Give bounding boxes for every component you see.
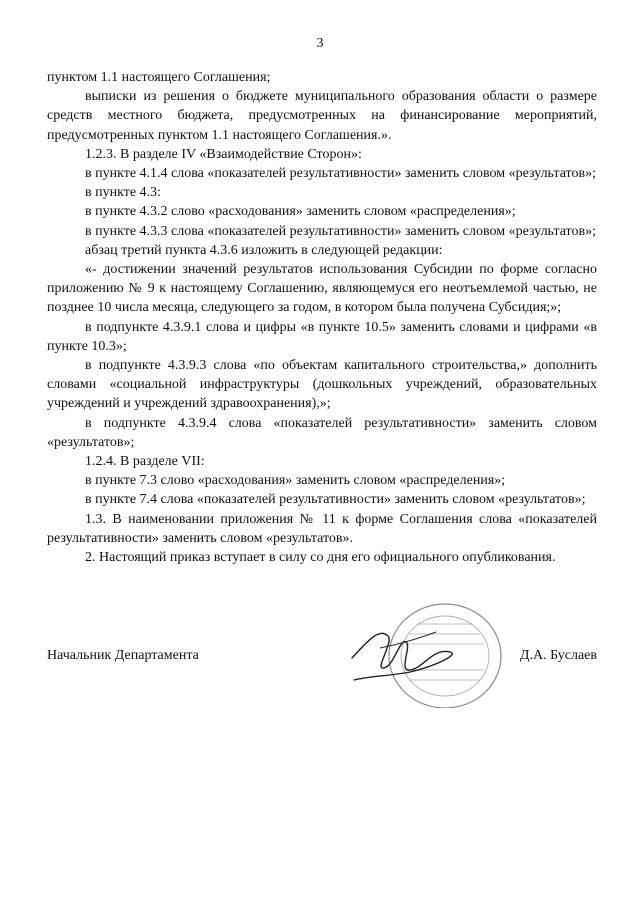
paragraph: в пункте 7.4 слова «показателей результативности» заменить словом «результатов»; [85, 492, 586, 508]
paragraph: в пункте 4.3.3 слова «показателей результативности» заменить словом «результатов»; [85, 223, 596, 239]
paragraph: в пункте 7.3 слово «расходования» заменить словом «распределения»; [85, 473, 506, 489]
paragraph: «- достижении значений результатов использования Субсидии по форме согласно приложению № 9 к настоящему Соглашению, являющемуся его неотъемлемой частью, не позднее 10 числа месяца, следующего за годом, в котором была получена Субсидия;»; [47, 262, 597, 316]
paragraph: в пункте 4.3.2 слово «расходования» заменить словом «распределения»; [85, 204, 516, 220]
paragraph: 2. Настоящий приказ вступает в силу со дня его официального опубликования. [85, 550, 556, 566]
paragraph: выписки из решения о бюджете муниципального образования области о размере средств местного бюджета, предусмотренных на финансирование мероприятий, предусмотренных пунктом 1.1 настоящего Соглашения.». [47, 89, 597, 143]
signature-block [47, 648, 597, 668]
signatory-name: Д.А. Буслаев [519, 648, 597, 663]
paragraph: 1.3. В наименовании приложения № 11 к форме Соглашения слова «показателей результативности» заменить словом «результатов». [47, 511, 597, 546]
paragraph: в подпункте 4.3.9.4 слова «показателей результативности» заменить словом «результатов»; [47, 415, 597, 450]
signatory-title: Начальник Департамента [47, 648, 199, 663]
paragraph: в пункте 4.1.4 слова «показателей результативности» заменить словом «результатов»; [85, 166, 596, 182]
paragraph: 1.2.4. В разделе VII: [85, 454, 205, 470]
page-number: 3 [316, 36, 324, 51]
paragraph: 1.2.3. В разделе IV «Взаимодействие Сторон»: [85, 146, 362, 162]
paragraph: в подпункте 4.3.9.1 слова и цифры «в пункте 10.5» заменить словами и цифрами «в пункте 10.3»; [47, 319, 597, 354]
document-body [47, 68, 597, 567]
paragraph: абзац третий пункта 4.3.6 изложить в следующей редакции: [85, 242, 443, 258]
paragraph: пунктом 1.1 настоящего Соглашения; [47, 70, 271, 85]
paragraph: в подпункте 4.3.9.3 слова «по объектам капитального строительства,» дополнить словами «социальной инфраструктуры (дошкольных учреждений, образовательных учреждений и учреждений здравоохранения),»; [47, 358, 597, 412]
paragraph: в пункте 4.3: [85, 185, 161, 201]
